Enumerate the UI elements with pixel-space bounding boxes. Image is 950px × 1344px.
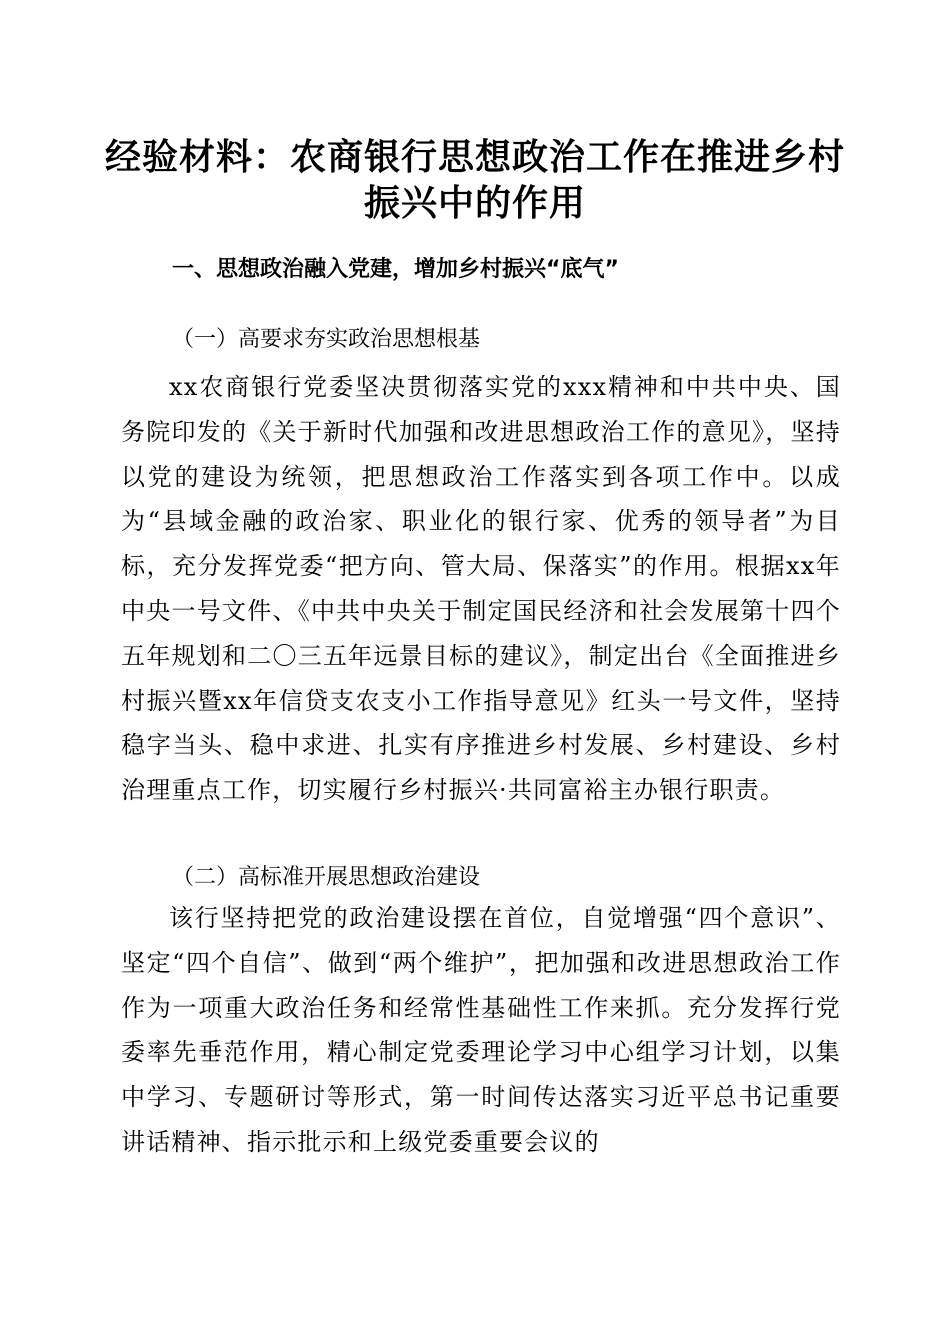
- document-title-line-1: 经验材料：农商银行思想政治工作在推进乡村: [104, 136, 845, 178]
- body-paragraph-2: 该行坚持把党的政治建设摆在首位，自觉增强“四个意识”、坚定“四个自信”、做到“两个维护”，把加强和改进思想政治工作作为一项重大政治任务和经常性基础性工作来抓。充分发挥行党委率先垂范作用，精心制定党委理论学习中心组学习计划，以集中学习、专题研讨等形式，第一时间传达落实习近平总书记重要讲话精神、指示批示和上级党委重要会议的: [121, 904, 841, 1156]
- section-heading-1: 一、思想政治融入党建，增加乡村振兴“底气”: [172, 257, 619, 282]
- document-title-line-2: 振兴中的作用: [363, 182, 586, 224]
- subsection-heading-2: （二）高标准开展思想政治建设: [172, 865, 481, 890]
- subsection-heading-1: （一）高要求夯实政治思想根基: [172, 327, 481, 352]
- body-paragraph-1: xx农商银行党委坚决贯彻落实党的xxx精神和中共中央、国务院印发的《关于新时代加强和改进思想政治工作的意见》，坚持以党的建设为统领，把思想政治工作落实到各项工作中。以成为“县域金融的政治家、职业化的银行家、优秀的领导者”为目标，充分发挥党委“把方向、管大局、保落实”的作用。根据xx年中央一号文件、《中共中央关于制定国民经济和社会发展第十四个五年规划和二〇三五年远景目标的建议》，制定出台《全面推进乡村振兴暨xx年信贷支农支小工作指导意见》红头一号文件，坚持稳字当头、稳中求进、扎实有序推进乡村发展、乡村建设、乡村治理重点工作，切实履行乡村振兴·共同富裕主办银行职责。: [121, 373, 841, 805]
